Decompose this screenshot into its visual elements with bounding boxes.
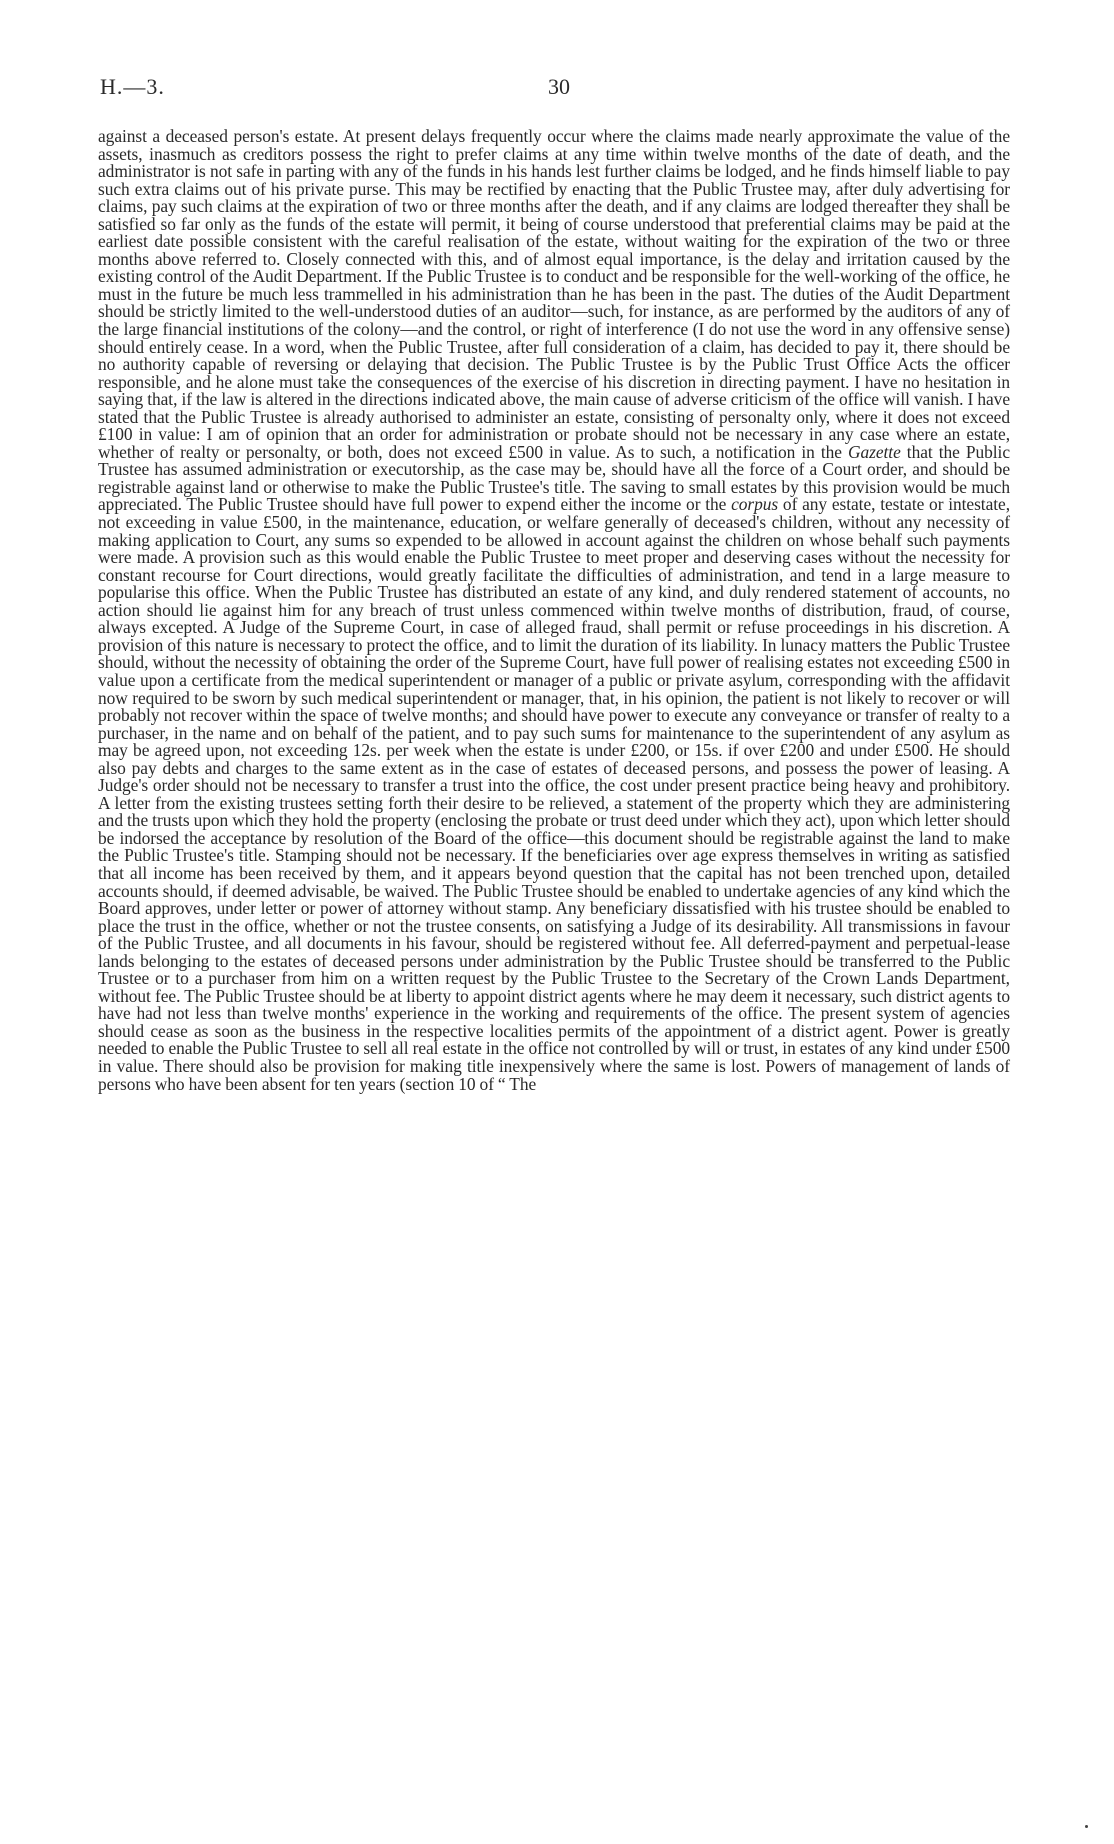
body-text-part-1: against a deceased person's estate. At present delays frequently occur where the claims made nearly approximate the value of the assets, inasmuch as creditors possess the right to prefer claims at any time within twelve months of the date of death, and the administrator is not safe in parting with any of the funds in his hands lest further claims be lodged, and he finds himself liable to pay such extra claims out of his private purse. This may be rectified by enacting that the Public Trustee may, after duly advertising for claims, pay such claims at the expiration of two or three months after the death, and if any claims are lodged thereafter they shall be satisfied so far only as the funds of the estate will permit, it being of course understood that preferential claims may be paid at the earliest date possible consistent with the careful realisation of the estate, without waiting for the expiration of the two or three months above referred to. Closely connected with this, and of almost equal importance, is the delay and irritation caused by the existing control of the Audit Department. If the Public Trustee is to conduct and be responsible for the well-working of the office, he must in the future be much less trammelled in his administration than he has been in the past. The duties of the Audit Department should be strictly limited to the well-understood duties of an auditor—such, for instance, as are performed by the auditors of any of the large financial institutions of the colony—and the control, or right of interference (I do not use the word in any offensive sense) should entirely cease. In a word, when the Public Trustee, after full consideration of a claim, has decided to pay it, there should be no authority capable of reversing or delaying that decision. The Public Trustee is by the Public Trust Office Acts the officer responsible, and he alone must take the consequences of the exercise of his discretion in directing payment. I have no hesitation in saying that, if the law is altered in the directions indicated above, the main cause of adverse criticism of the office will vanish. I have stated that the Public Trustee is already authorised to administer an estate, consisting of personalty only, where it does not exceed £100 in value: I am of opinion that an order for administration or probate should not be necessary in any case where an estate, whether of realty or personalty, or both, does not exceed £500 in value. As to such, a notification in the bbox=[98, 126, 1010, 462]
gazette-italic: Gazette bbox=[847, 441, 901, 462]
body-text-part-3: of any estate, testate or intestate, not exceeding in value £500, in the maintenance, education, or welfare generally of deceased's children, without any necessity of making application to Court, any sums so expended to be allowed in account against the children on whose behalf such payments were made. A provision such as this would enable the Public Trustee to meet proper and deserving cases without the necessity for constant recourse for Court directions, would greatly facilitate the difficulties of administration, and tend in a large measure to popularise this office. When the Public Trustee has distributed an estate of any kind, and duly rendered statement of accounts, no action should lie against him for any breach of trust unless commenced within twelve months of distribution, fraud, of course, always excepted. A Judge of the Supreme Court, in case of alleged fraud, shall permit or refuse proceedings in his discretion. A provision of this nature is necessary to protect the office, and to limit the duration of its liability. In lunacy matters the Public Trustee should, without the necessity of obtaining the order of the Supreme Court, have full power of realising estates not exceeding £500 in value upon a certificate from the medical superintendent or manager of a public or private asylum, corresponding with the affidavit now required to be sworn by such medical superintendent or manager, that, in his opinion, the patient is not likely to recover or will probably not recover within the space of twelve months; and should have power to execute any conveyance or transfer of realty to a purchaser, in the name and on behalf of the patient, and to pay such sums for maintenance to the superintendent of any asylum as may be agreed upon, not exceeding 12s. per week when the estate is under £200, or 15s. if over £200 and under £500. He should also pay debts and charges to the same extent as in the case of estates of deceased persons, and possess the power of leasing. A Judge's order should not be necessary to transfer a trust into the office, the cost under present practice being heavy and prohibitory. A letter from the existing trustees setting forth their desire to be relieved, a statement of the property which they are administering and the trusts upon which they hold the property (enclosing the probate or trust deed under which they act), upon which letter should be indorsed the acceptance by resolution of the Board of the office—this document should be registrable against the land to make the Public Trustee's title. Stamping should not be necessary. If the beneficiaries over age express themselves in writing as satisfied that all income has been received by them, and it appears beyond question that the capital has not been trenched upon, detailed accounts should, if deemed advisable, be waived. The Public Trustee should be enabled to undertake agencies of any kind which the Board approves, under letter or power of attorney without stamp. Any beneficiary dissatisfied with his trustee should be enabled to place the trust in the office, whether or not the trustee consents, on satisfying a Judge of its desirability. All transmissions in favour of the Public Trustee, and all documents in his favour, should be registered without fee. All deferred-payment and perpetual-lease lands belonging to the estates of deceased persons under administration by the Public Trustee should be transferred to the Public Trustee or to a purchaser from him on a written request by the Public Trustee to the Secretary of the Crown Lands Department, without fee. The Public Trustee should be at liberty to appoint district agents where he may deem it necessary, such district agents to have had not less than twelve months' experience in the working and requirements of the office. The present system of agencies should cease as soon as the business in the respective localities permits of the appointment of a district agent. Power is greatly needed to enable the Public Trustee to sell all real estate in the office not controlled by will or trust, in estates of any kind under £500 in value. There should also be provision for making title inexpensively where the same is lost. Powers of management of lands of persons who have been absent for ten years (section 10 of “ The bbox=[98, 494, 1011, 1094]
body-paragraph bbox=[98, 128, 1010, 1093]
corpus-italic: corpus bbox=[731, 494, 779, 515]
document-reference: H.—3. bbox=[100, 74, 165, 99]
page-header bbox=[100, 74, 1010, 104]
page-mark bbox=[1085, 1825, 1088, 1828]
page-number: 30 bbox=[548, 74, 570, 99]
body-text-part-2: that the Public Trustee has assumed administration or executorship, as the case may be, should have all the force of a Court order, and should be registrable against land or otherwise to make the Public Trustee's title. The saving to small estates by this provision would be much appreciated. The Public Trustee should have full power to expend either the income or the bbox=[98, 441, 1010, 515]
